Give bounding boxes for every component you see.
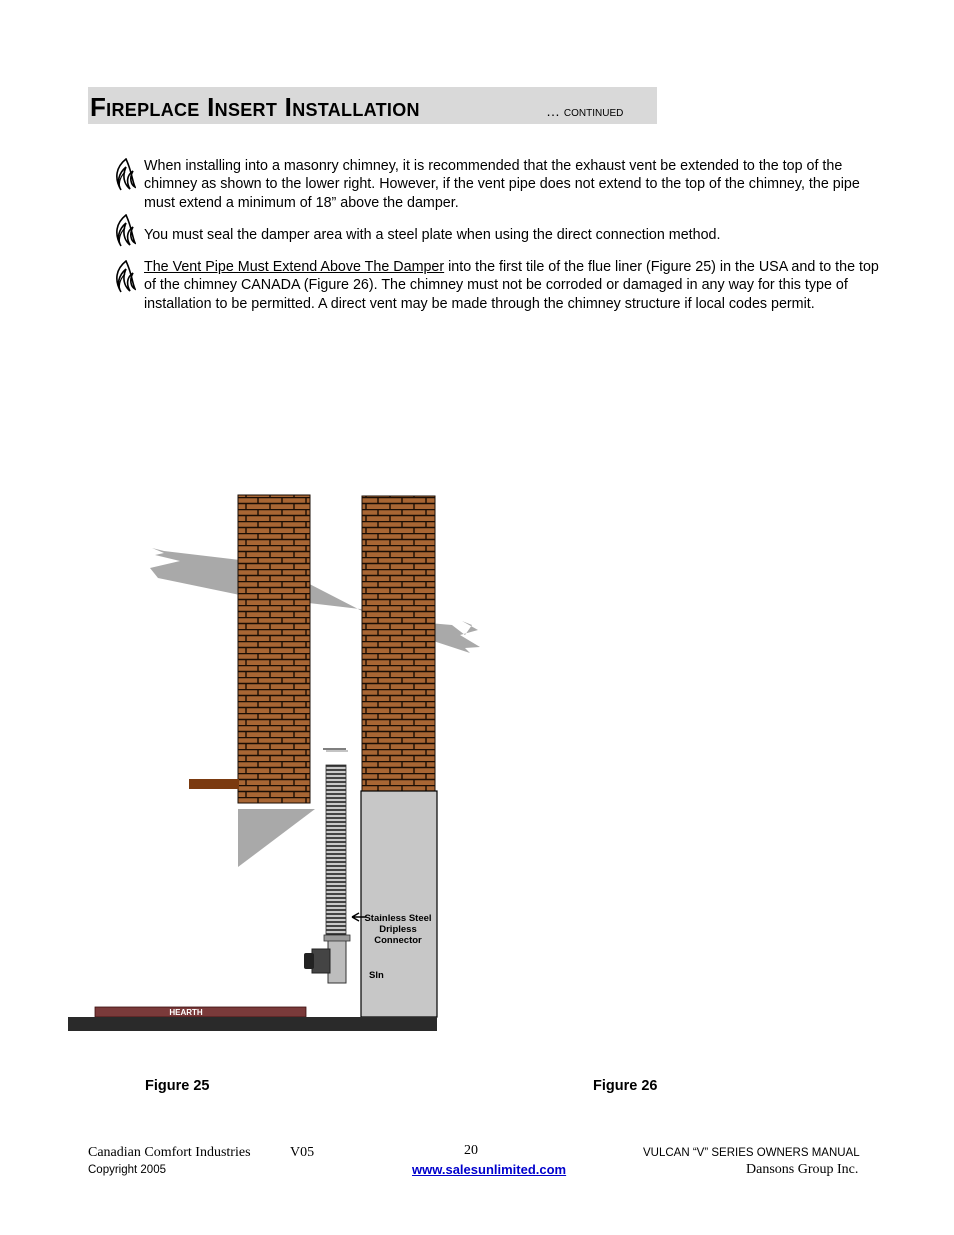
damper-plate — [189, 779, 239, 789]
vent-elbow — [312, 949, 330, 973]
figure-25-caption: Figure 25 — [145, 1078, 210, 1094]
floor — [68, 1017, 437, 1031]
footer-manual-title: VULCAN “V” SERIES OWNERS MANUAL — [643, 1147, 860, 1159]
vent-pipe-body: into the first tile of the flue liner (Figure 25) in the USA and to the top of the chimney CANADA (Figure 26). The chimney must not be corroded or damaged in any way for this type of installation to be permitted. A direct vent may be made through the chimney structure if local codes permit. — [144, 259, 879, 312]
callout-line-2: Dripless — [379, 924, 417, 935]
left-chimney-wall — [238, 495, 310, 803]
flame-bullet-icon — [112, 260, 136, 294]
callout-line-1: Stainless Steel — [364, 913, 432, 924]
paragraph-vent-pipe — [144, 258, 884, 313]
paragraph-masonry-chimney: When installing into a masonry chimney, it is recommended that the exhaust vent be extended to the top of the chimney as shown to the lower right. However, if the vent pipe does not extend to the top of the chimney, the pipe must extend a minimum of 18” above the damper. — [144, 158, 860, 211]
flame-bullet-icon — [112, 158, 136, 192]
footer-copyright: Copyright 2005 — [88, 1164, 166, 1176]
vent-pipe-emphasis: The Vent Pipe Must Extend Above The Damper — [144, 259, 445, 275]
page-subtitle: … continued — [546, 103, 624, 119]
page-title: Fireplace Insert Installation — [90, 92, 420, 122]
footer-company: Canadian Comfort Industries — [88, 1145, 251, 1160]
paragraph-seal-damper: You must seal the damper area with a steel plate when using the direct connection method. — [144, 227, 721, 243]
rigid-connector — [328, 935, 346, 983]
chimney-installation-diagram — [60, 485, 500, 1035]
insert-label: Sln — [369, 970, 384, 981]
flex-vent-pipe — [326, 765, 346, 937]
fireplace-insert — [361, 791, 437, 1017]
hearth-label: HEARTH — [169, 1008, 203, 1017]
flame-bullet-icon — [112, 214, 136, 248]
callout-line-3: Connector — [374, 935, 422, 946]
page-number: 20 — [464, 1143, 478, 1158]
smoke-shelf — [238, 809, 315, 867]
footer-version: V05 — [290, 1145, 315, 1160]
website-link[interactable]: www.salesunlimited.com — [412, 1162, 567, 1177]
right-chimney-wall — [362, 496, 435, 791]
figure-26-caption: Figure 26 — [593, 1078, 658, 1094]
footer-publisher: Dansons Group Inc. — [746, 1162, 859, 1177]
